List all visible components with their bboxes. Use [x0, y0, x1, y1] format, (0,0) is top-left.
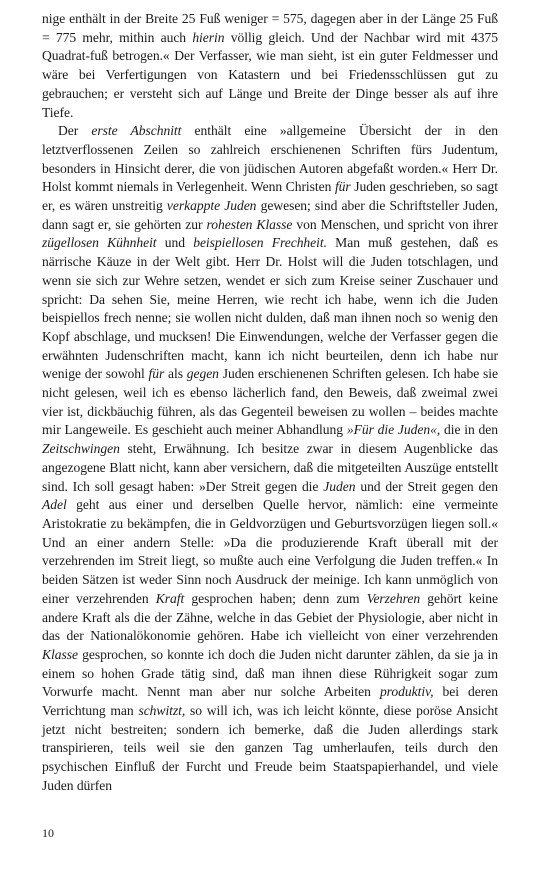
text-run: steht, Erwähnung. Ich besitze zwar in diesem Augenblicke das angezogene Blatt nicht, kann aber versichern, daß die mitgeteilten Auszüge entstellt sind. Ich soll gesagt haben: »Der Streit gegen die: [42, 441, 498, 494]
emphasis-text: produktiv,: [379, 684, 434, 700]
text-run: völlig gleich. Und der Nachbar wird mit 4375 Quadrat-fuß betrogen.« Der Verfasser, wie man sieht, ist ein guter Feldmesser und wäre bei Verfertigungen von Katastern und bei Friedensschlüssen gut zu gebrauchen; er versteht sich auf Länge und Breite der Dinge besser als auf ihre Tiefe.: [42, 29, 499, 120]
emphasis-text: Verzehren: [366, 590, 421, 606]
text-run: Der: [58, 123, 92, 139]
text-run: Man muß gestehen, daß es närrische Käuze in der Welt gibt. Herr Dr. Holst will die Juden totschlagen, und wenn sie sich zur Wehre setzen, wendet er sich zum Kreise seiner Zuschauer und spricht: Da sehen Sie, meine Herren, wie recht ich habe, wenn ich die Juden beispiellos frech nenne; sie wollen nicht dulden, daß man ihnen noch so wenig den Kopf abschlage, und mucksen! Die Einwendungen, welche der Verfasser gegen die erwähnten Judenschriften macht, kann ich nicht beurteilen, denn ich habe nur wenige der sowohl: [42, 235, 498, 382]
text-run: als: [164, 366, 187, 382]
emphasis-text: Klasse: [42, 646, 78, 662]
emphasis-text: für: [148, 366, 165, 382]
emphasis-text: Adel: [42, 497, 67, 513]
text-run: gesprochen haben; denn zum: [184, 590, 367, 606]
paragraph: [42, 122, 498, 795]
emphasis-text: Juden: [323, 478, 356, 494]
text-run: die in den: [440, 422, 498, 438]
text-run: von Menschen, und spricht von ihrer: [292, 216, 498, 232]
text-run: enthält eine »allgemeine Übersicht der in den letztverflossenen Zeilen so zahlreich erschienenen Schriften fürs Judentum, besonders in Hinsicht derer, die von jüdischen Autoren abgefaßt worden.« Herr Dr. Holst kommt niemals in Verlegenheit. Wenn Christen: [42, 123, 498, 195]
text-run: und der Streit gegen den: [355, 478, 498, 494]
emphasis-text: beispiellosen Frechheit.: [193, 235, 327, 251]
emphasis-text: verkappte Juden: [166, 198, 257, 214]
emphasis-text: rohesten Klasse: [206, 216, 293, 232]
emphasis-text: Kraft: [155, 590, 185, 606]
text-run: und: [156, 235, 194, 251]
text-run: geht aus einer und derselben Quelle hervor, nämlich: eine vermeinte Aristokratie zu bekämpfen, die in Geldvorzügen und Geburtsvorzügen liegen soll.« Und an einer andern Stelle: »Da die produzierende Kraft überall mit der verzehrenden im Streit liegt, so mußte auch eine Verfolgung die Juden treffen.« In beiden Sätzen ist weder Sinn noch Ausdruck der meinige. Ich kann unmöglich von einer verzehrenden: [42, 497, 498, 606]
paragraph: [42, 10, 498, 122]
body-text: [42, 10, 498, 796]
emphasis-text: hierin: [192, 29, 225, 45]
text-run: gehört keine andere Kraft als die der Zähne, welche in das Gebiet der Physiologie, aber nicht in das der Nationalökonomie gehören. Habe ich vielleicht von einer verzehrenden: [42, 590, 498, 644]
emphasis-text: erste Abschnitt: [91, 123, 182, 139]
text-run: gewesen; sind aber die Schriftsteller Juden, dann sagt er, sie gehörten zur: [42, 198, 498, 232]
emphasis-text: Zeitschwingen: [42, 441, 120, 457]
text-run: Juden geschrieben, so sagt er, es wären unstreitig: [42, 179, 498, 214]
emphasis-text: schwitzt,: [138, 703, 186, 719]
emphasis-text: für: [334, 179, 351, 195]
text-run: bei deren Verrichtung man: [42, 684, 498, 719]
text-run: nige enthält in der Breite 25 Fuß weniger = 575, dagegen aber in der Länge 25 Fuß = 775 mehr, mithin auch: [42, 11, 498, 45]
emphasis-text: »Für die Juden«,: [346, 422, 441, 438]
text-run: so will ich, was ich leicht könnte, diese poröse Ansicht jetzt nicht bestreiten; sondern ich bemerke, daß die Juden allerdings stark transpirieren, teils weil sie den ganzen Tag umherlaufen, teils durch den psychischen Einfluß der Furcht und Freude beim Staatspapierhandel, und viele Juden dürfen: [42, 703, 498, 793]
emphasis-text: gegen: [186, 366, 219, 382]
text-run: Juden erschienenen Schriften gelesen. Ich habe sie nicht gelesen, weil ich es ebenso lächerlich fand, den Beweis, daß zweimal zwei vier ist, dickbäuchig führen, als das Gegenteil beweisen zu wollen – beides machte mir Langeweile. Es geschieht auch meiner Abhandlung: [42, 366, 498, 438]
page-content: [42, 10, 498, 796]
page-number: 10: [42, 826, 54, 840]
emphasis-text: zügellosen Kühnheit: [42, 235, 157, 251]
text-run: gesprochen, so konnte ich doch die Juden nicht darunter zählen, da sie ja in einem so hohen Grade tätig sind, daß man ihnen diese Rührigkeit sogar zum Vorwurfe macht. Nennt man aber nur solche Arbeiten: [42, 646, 498, 700]
